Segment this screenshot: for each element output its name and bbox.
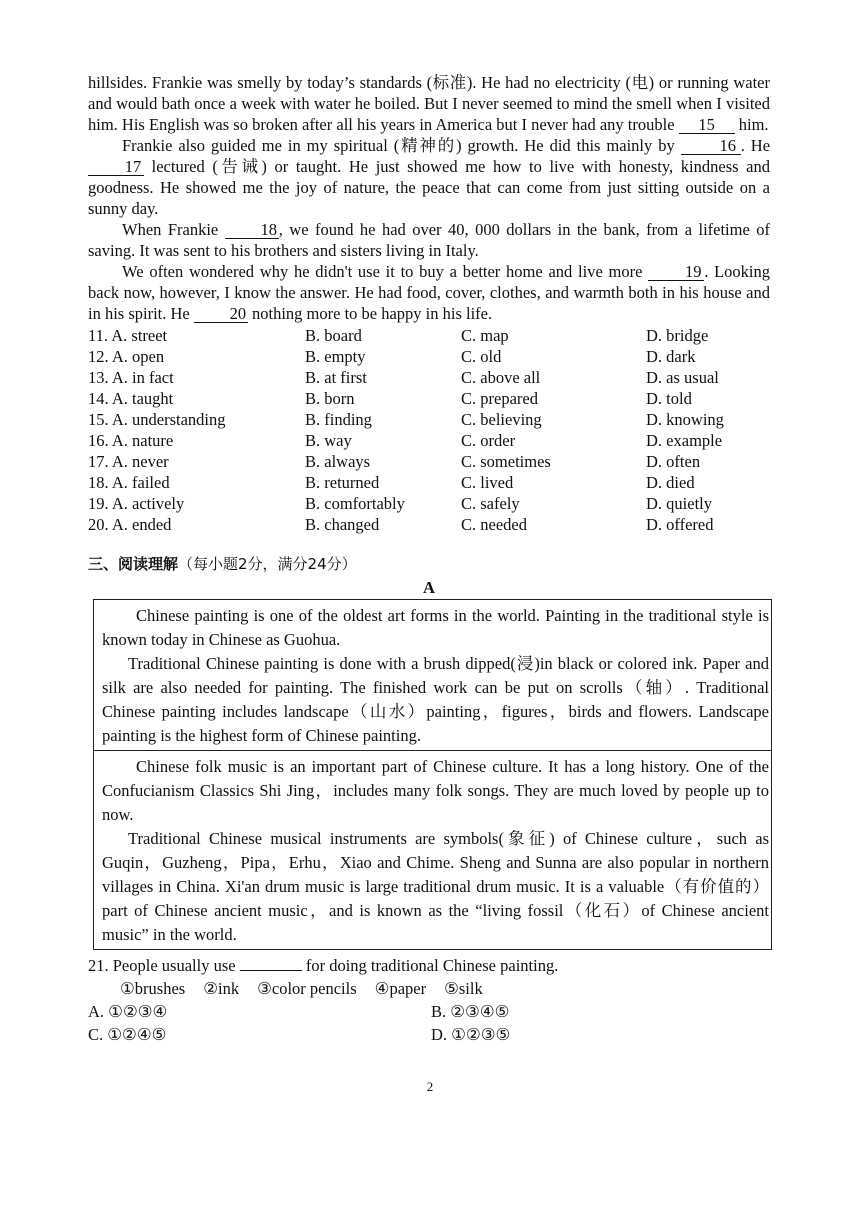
question-21: 21. People usually use for doing traditional Chinese painting.	[88, 956, 559, 975]
option-row-17: 17. A. never B. always C. sometimes D. often	[88, 452, 701, 471]
question-21-items: ①brushes ②ink ③color pencils ④paper ⑤silk	[120, 979, 483, 998]
passage-painting	[94, 600, 771, 750]
answer-d: D. ①②③⑤	[431, 1025, 511, 1044]
paragraph-cloze-3: When Frankie 18 , we found he had over 40, 000 dollars in the bank, from a lifetime of saving. It was sent to his brothers and sisters living in Italy.	[88, 220, 770, 260]
option-row-19: 19. A. actively B. comfortably C. safely D. quietly	[88, 494, 712, 513]
option-row-12: 12. A. open B. empty C. old D. dark	[88, 347, 696, 366]
passage-letter: A	[423, 578, 435, 597]
section-note: （每小题2分，满分24分）	[178, 555, 357, 573]
paragraph-cloze-4: We often wondered why he didn't use it to buy a better home and live more 19 . Looking back now, however, I know the answer. He had food, cover, clothes, and warmth both in his house and in his spirit. He 20 nothing more to be happy in his life.	[88, 262, 770, 323]
blank-15: 15	[679, 116, 735, 134]
blank-20: 20	[194, 305, 248, 323]
option-row-13: 13. A. in fact B. at first C. above all D. as usual	[88, 368, 719, 387]
paragraph-cloze-1: hillsides. Frankie was smelly by today’s standards (标准). He had no electricity (电) or running water and would bath once a week with water he boiled. But I never seemed to mind the smell when I visited him. His English was so broken after all his years in America but I never had any trouble 15 him.	[88, 73, 770, 134]
page-content	[88, 72, 770, 1046]
option-row-20: 20. A. ended B. changed C. needed D. offered	[88, 515, 714, 534]
answer-row-2	[88, 1023, 770, 1046]
painting-paragraph-1: Chinese painting is one of the oldest art forms in the world. Painting in the traditional style is known today in Chinese as Guohua.	[102, 606, 769, 649]
section-heading	[88, 553, 770, 575]
paragraph-cloze-2: Frankie also guided me in my spiritual (精神的) growth. He did this mainly by 16 . He 17 lectured (告诫) or taught. He just showed me how to live with honesty, kindness and goodness. He showed me the joy of nature, the peace that can come from just sitting outside on a sunny day.	[88, 136, 771, 218]
music-paragraph-1: Chinese folk music is an important part of Chinese culture. It has a long history. One of the Confucianism Classics Shi Jing，includes many folk songs. They are much loved by people up to now.	[102, 757, 769, 824]
option-row-14: 14. A. taught B. born C. prepared D. told	[88, 389, 692, 408]
section-title: 三、阅读理解	[88, 555, 179, 573]
blank-17: 17	[88, 158, 144, 176]
cloze-options	[88, 325, 770, 535]
answer-a: A. ①②③④	[88, 1002, 168, 1021]
option-row-18: 18. A. failed B. returned C. lived D. died	[88, 473, 695, 492]
answer-c: C. ①②④⑤	[88, 1025, 167, 1044]
blank-18: 18	[225, 221, 279, 239]
painting-paragraph-2: Traditional Chinese painting is done with a brush dipped(浸)in black or colored ink. Paper and silk are also needed for painting. The finished work can be put on scrolls（轴）. Traditional Chinese painting includes landscape（山水）painting，figures，birds and flowers. Landscape painting is the highest form of Chinese painting.	[102, 654, 769, 745]
music-paragraph-2: Traditional Chinese musical instruments are symbols(象征) of Chinese culture，such as Guqin，Guzheng，Pipa，Erhu，Xiao and Chime. Sheng and Sunna are also popular in northern villages in China. Xi'an drum music is large traditional drum music. It is a valuable（有价值的）part of Chinese ancient music，and is known as the “living fossil（化石）of Chinese ancient music” in the world.	[102, 829, 769, 944]
blank-21	[240, 970, 302, 971]
answer-row-1	[88, 1000, 770, 1023]
page-number: 2	[426, 1079, 434, 1094]
option-row-16: 16. A. nature B. way C. order D. example	[88, 431, 723, 450]
passage-folk-music	[94, 750, 771, 949]
blank-19: 19	[648, 263, 704, 281]
blank-16: 16	[681, 137, 741, 155]
option-row-15: 15. A. understanding B. finding C. believing D. knowing	[88, 410, 724, 429]
reading-passage-box	[93, 599, 772, 950]
option-row-11: 11. A. street B. board C. map D. bridge	[88, 326, 709, 345]
answer-b: B. ②③④⑤	[431, 1002, 510, 1021]
